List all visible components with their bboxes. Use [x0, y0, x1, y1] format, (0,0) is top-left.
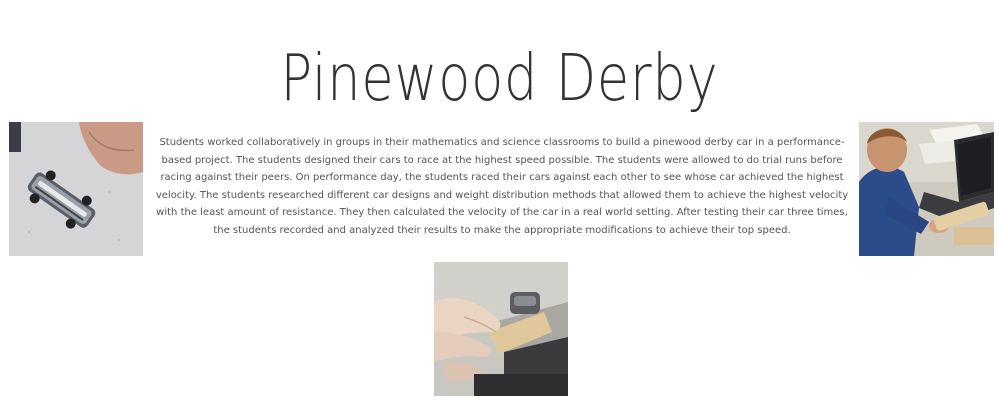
- photo-hands-shaping-car: [434, 262, 568, 396]
- page-title: Pinewood Derby: [280, 41, 719, 116]
- photo-derby-car-on-table: [9, 122, 143, 256]
- photo-student-at-laptop: [859, 122, 994, 256]
- project-description: Students worked collaboratively in groups in their mathematics and science classrooms to build a pinewood derby car in a performance-based project. The students designed their cars to race at the highest speed possible. The students were allowed to do trial runs before racing against their peers. On performance day, the students raced their cars against each other to see whose car achieved the highest velocity. The students researched different car designs and weight distribution methods that allowed them to achieve the highest velocity with the least amount of resistance. They then calculated the velocity of the car in a real world setting. After testing their car three times, the students recorded and analyzed their results to make the appropriate modifications to achieve their top speed.: [155, 137, 849, 236]
